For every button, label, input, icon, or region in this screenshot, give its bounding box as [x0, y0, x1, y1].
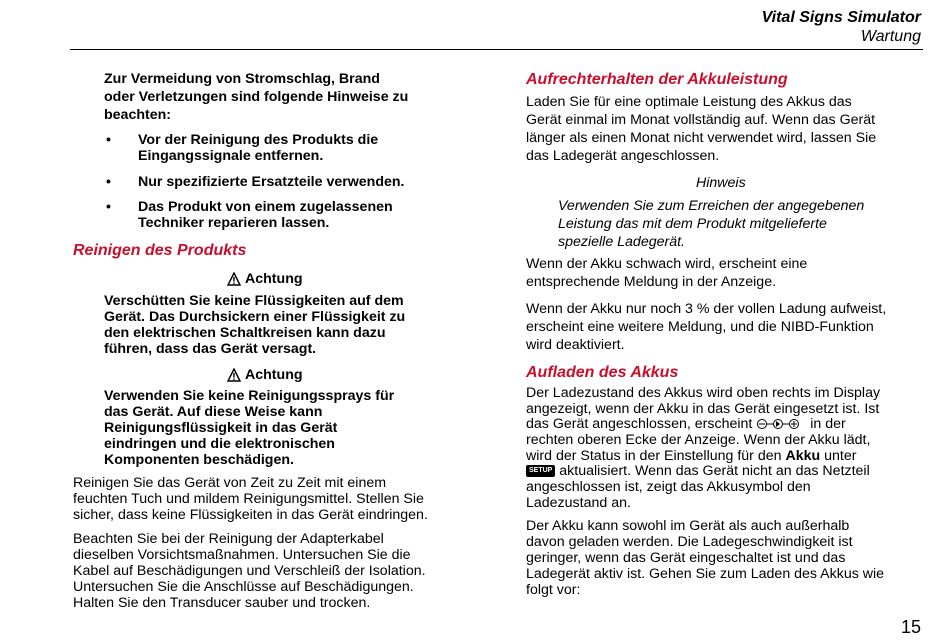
text-segment: aktualisiert. Wenn das Gerät nicht an das Netzteil — [559, 463, 870, 479]
paragraph-line: angezeigt, wenn der Akku in das Gerät eingesetzt ist. Ist — [526, 401, 880, 417]
document-title: Vital Signs Simulator — [761, 9, 921, 26]
caution-line: Komponenten beschädigen. — [104, 452, 294, 468]
paragraph-line: Der Akku kann sowohl im Gerät als auch außerhalb — [526, 518, 850, 534]
paragraph-line — [526, 416, 846, 432]
bullet-dot: • — [106, 173, 111, 189]
intro-line: Zur Vermeidung von Stromschlag, Brand — [104, 71, 380, 87]
warning-icon — [227, 272, 241, 286]
paragraph-line: Reinigen Sie das Gerät von Zeit zu Zeit mit einem — [73, 475, 387, 491]
bullet-text: Vor der Reinigung des Produkts die — [138, 132, 379, 148]
paragraph-line: Kabel auf Beschädigungen und Verschleiß der Isolation. — [73, 563, 426, 579]
paragraph-line: Halten Sie den Transducer sauber und trocken. — [73, 595, 371, 611]
paragraph-line: länger als einen Monat nicht verwendet wird, lassen Sie — [526, 130, 877, 146]
text-segment: das Gerät angeschlossen, erscheint — [526, 416, 753, 432]
caution-line: das Gerät. Auf diese Weise kann — [104, 404, 323, 420]
section-heading-cleaning: Reinigen des Produkts — [73, 242, 247, 259]
caution-label — [227, 367, 303, 383]
page-header — [762, 8, 921, 46]
paragraph-line: feuchten Tuch und mildem Reinigungsmittel. Stellen Sie — [73, 491, 424, 507]
paragraph-line: Ladezustand an. — [526, 495, 631, 511]
caution-line: Verschütten Sie keine Flüssigkeiten auf dem — [104, 293, 404, 309]
paragraph-line: folgt vor: — [526, 582, 581, 598]
paragraph-line: erscheint eine weitere Meldung, und die NIBD-Funktion — [526, 319, 874, 335]
paragraph-line: Ladegerät aktiv ist. Gehen Sie zum Laden des Akkus wie — [526, 566, 885, 582]
note-line: Verwenden Sie zum Erreichen der angegebenen — [558, 198, 865, 214]
header-divider — [70, 49, 923, 50]
intro-line: beachten: — [104, 107, 172, 123]
paragraph-line: angeschlossen ist, zeigt das Akkusymbol den — [526, 479, 811, 495]
note-label: Hinweis — [696, 175, 746, 191]
intro-line: oder Verletzungen sind folgende Hinweise zu — [104, 89, 409, 105]
caution-line: eindringen und die elektronischen — [104, 436, 335, 452]
bullet-text: Nur spezifizierte Ersatzteile verwenden. — [138, 174, 405, 190]
bullet-dot: • — [106, 198, 111, 214]
paragraph-line: Beachten Sie bei der Reinigung der Adapterkabel — [73, 531, 384, 547]
plug-battery-icon — [756, 418, 806, 430]
setup-key-icon: SETUP — [526, 465, 555, 477]
paragraph-line: Wenn der Akku nur noch 3 % der vollen Ladung aufweist, — [526, 301, 887, 317]
bullet-dot: • — [106, 131, 111, 147]
paragraph-line: sicher, dass keine Flüssigkeiten in das Gerät eindringen. — [73, 507, 428, 523]
caution-label — [227, 271, 303, 287]
bullet-text: Eingangssignale entfernen. — [138, 148, 324, 164]
caution-line: Verwenden Sie keine Reinigungssprays für — [104, 388, 395, 404]
paragraph-line: rechten oberen Ecke der Anzeige. Wenn der Akku lädt, — [526, 432, 871, 448]
caution-line: Gerät. Das Durchsickern einer Flüssigkeit zu — [104, 309, 406, 325]
paragraph-line: entsprechende Meldung in der Anzeige. — [526, 274, 777, 290]
caution-line: Reinigungsflüssigkeit in das Gerät — [104, 420, 338, 436]
caution-line: führen, dass das Gerät versagt. — [104, 341, 317, 357]
section-heading-battery: Aufrechterhalten der Akkuleistung — [526, 71, 788, 88]
paragraph-line: geringer, wenn das Gerät eingeschaltet ist und das — [526, 550, 846, 566]
paragraph-line: davon geladen werden. Die Ladegeschwindigkeit ist — [526, 534, 853, 550]
text-segment: unter — [824, 448, 857, 464]
paragraph-line: Gerät einmal im Monat vollständig auf. Wenn das Gerät — [526, 112, 876, 128]
paragraph-line: das Ladegerät angeschlossen. — [526, 148, 720, 164]
paragraph-line: Laden Sie für eine optimale Leistung des Akkus das — [526, 94, 852, 110]
paragraph-line — [526, 448, 856, 464]
paragraph-line — [526, 463, 870, 479]
paragraph-line: Der Ladezustand des Akkus wird oben rechts im Display — [526, 385, 881, 401]
paragraph-line: wird deaktiviert. — [526, 337, 625, 353]
bullet-text: Das Produkt von einem zugelassenen — [138, 199, 393, 215]
text-segment: in der — [810, 416, 846, 432]
paragraph-line: dieselben Vorsichtsmaßnahmen. Untersuchen Sie die — [73, 547, 411, 563]
text-segment-bold: Akku — [785, 448, 821, 464]
page-number: 15 — [900, 617, 921, 637]
bullet-text: Techniker reparieren lassen. — [138, 215, 330, 231]
caution-line: den elektrischen Schaltkreisen kann dazu — [104, 325, 386, 341]
paragraph-line: Wenn der Akku schwach wird, erscheint eine — [526, 256, 808, 272]
section-heading-charging: Aufladen des Akkus — [526, 364, 679, 381]
section-title: Wartung — [860, 28, 921, 45]
warning-icon — [227, 368, 241, 382]
note-line: Leistung das mit dem Produkt mitgelieferte — [558, 216, 827, 232]
paragraph-line: Untersuchen Sie die Anschlüsse auf Beschädigungen. — [73, 579, 414, 595]
caution-text: Achtung — [245, 271, 303, 287]
text-segment: wird der Status in der Einstellung für den — [526, 448, 782, 464]
note-line: spezielle Ladegerät. — [558, 234, 685, 250]
caution-text: Achtung — [245, 367, 303, 383]
